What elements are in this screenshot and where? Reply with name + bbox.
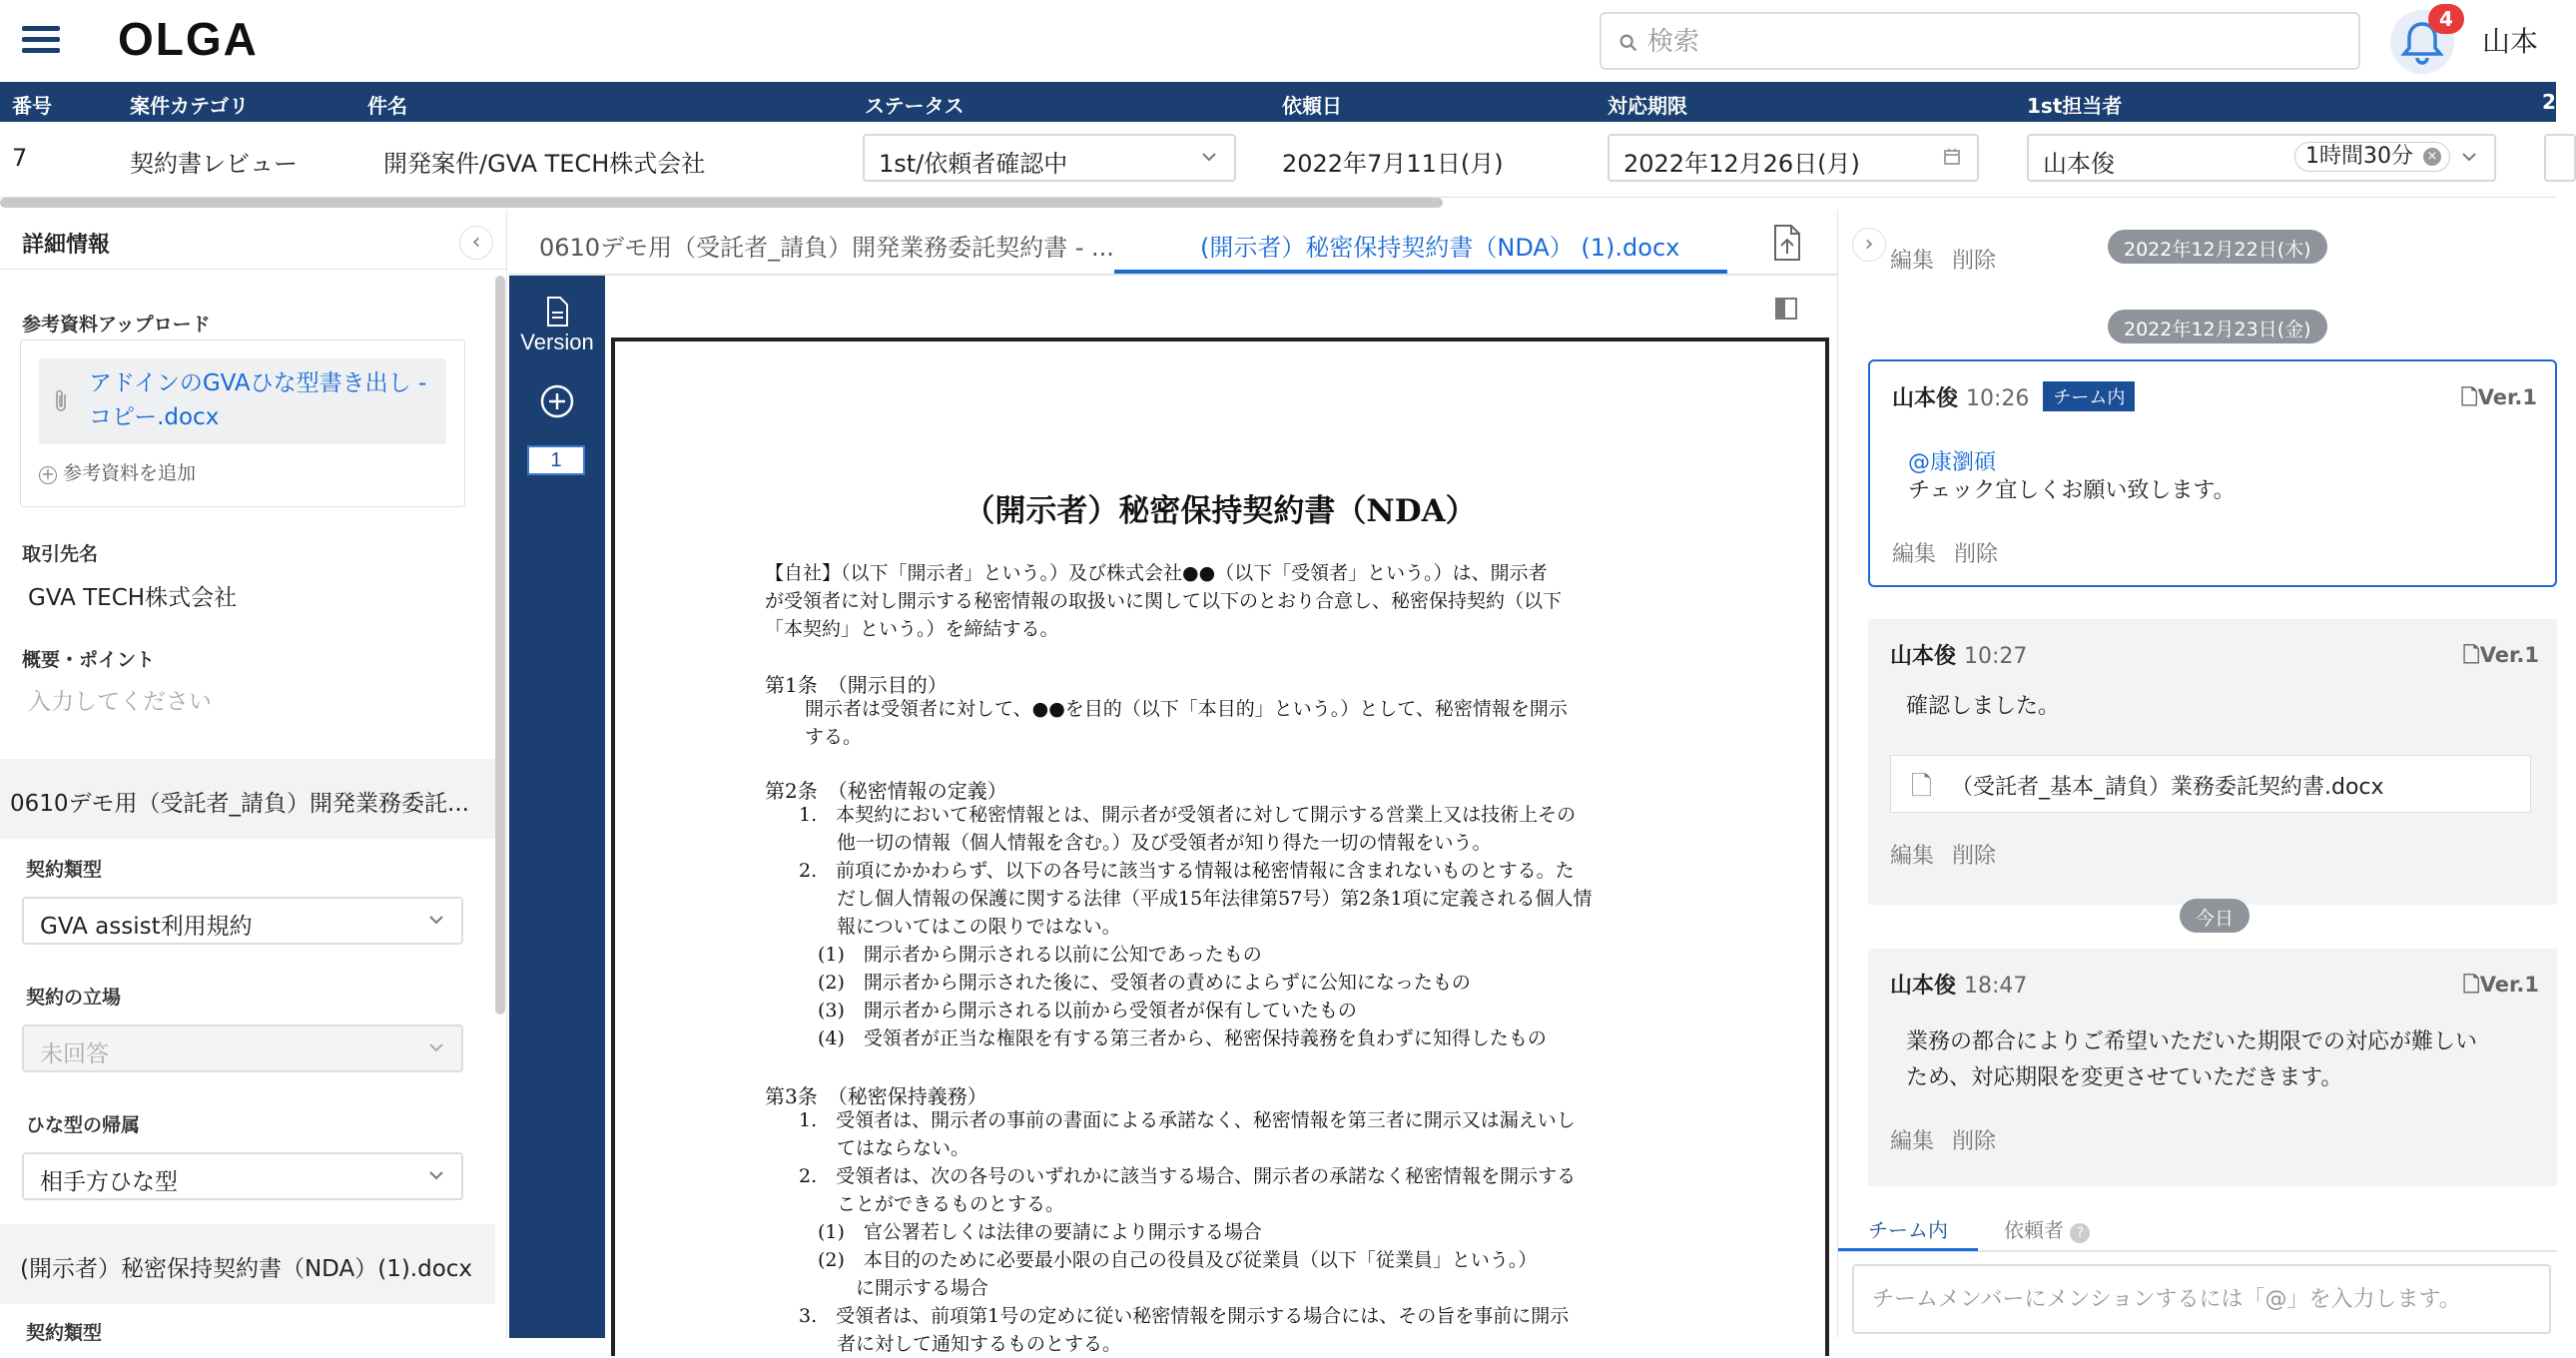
document-icon	[543, 296, 571, 328]
message-time: 10:26	[1966, 386, 2030, 411]
chevron-down-icon	[425, 1164, 447, 1186]
delete-button[interactable]: 削除	[1952, 844, 1997, 869]
case-category: 契約書レビュー	[130, 150, 298, 178]
document-page	[611, 338, 1829, 1356]
template-ownership-value: 相手方ひな型	[40, 1169, 178, 1195]
message-actions	[1892, 537, 2016, 568]
col-header-request-date[interactable]: 依頼日	[1282, 94, 1342, 118]
edit-button[interactable]: 編集	[1892, 542, 1937, 567]
case-number: 7	[12, 144, 28, 172]
chat-message-input[interactable]	[1852, 1264, 2551, 1334]
date-divider: 2022年12月22日(木)	[2108, 230, 2327, 264]
col-header-deadline[interactable]: 対応期限	[1608, 94, 1687, 118]
document-tabs	[509, 210, 1837, 276]
chevron-down-icon	[425, 1036, 447, 1058]
col-header-assignee[interactable]: 1st担当者	[2027, 94, 2123, 118]
client-value: GVA TECH株式会社	[28, 585, 238, 611]
tab-document-2[interactable]: (開示者）秘密保持契約書（NDA） (1).docx	[1200, 234, 1680, 262]
message-body: 確認しました。	[1906, 694, 2061, 719]
message-actions	[1890, 839, 2014, 870]
position-label: 契約の立場	[26, 987, 122, 1009]
attachment-name: （受託者_基本_請負）業務委託契約書.docx	[1951, 775, 2384, 800]
document-section-1-title: 0610デモ用（受託者_請負）開発業務委託...	[10, 791, 469, 817]
document-icon: 🗋	[1911, 772, 1932, 802]
contract-type-label: 契約類型	[26, 859, 103, 881]
message-body: チェック宜しくお願い致します。	[1908, 478, 2236, 503]
ref-file-link[interactable]: アドインのGVAひな型書き出し - コピー.docx	[89, 370, 427, 430]
message-version	[2461, 383, 2537, 418]
add-version-icon[interactable]	[539, 383, 575, 419]
summary-input[interactable]: 入力してください	[28, 689, 212, 715]
edit-button[interactable]: 編集	[1890, 844, 1935, 869]
message-version-label: Ver.1	[2479, 643, 2539, 667]
message-mention[interactable]: @康瀏碩	[1908, 450, 1997, 475]
chat-panel	[1837, 210, 2556, 1338]
next-column-field[interactable]	[2544, 134, 2576, 182]
position-select[interactable]	[22, 1024, 463, 1072]
chat-message[interactable]	[1868, 359, 2557, 587]
date-divider: 2022年12月23日(金)	[2108, 310, 2327, 343]
col-header-number[interactable]: 番号	[12, 94, 52, 118]
active-tab-indicator	[1838, 1248, 1978, 1251]
message-actions	[1890, 1124, 2014, 1155]
file-upload-icon[interactable]	[1765, 222, 1807, 264]
document-section-2-title: (開示者）秘密保持契約書（NDA）(1).docx	[20, 1256, 473, 1282]
team-internal-badge: チーム内	[2043, 381, 2135, 411]
search-input[interactable]	[1647, 22, 2346, 62]
vertical-scrollbar[interactable]	[495, 276, 505, 1015]
contract-type-label-2: 契約類型	[26, 1322, 103, 1344]
expand-panel-button[interactable]: ›	[1852, 228, 1886, 262]
contract-type-select[interactable]	[22, 897, 463, 945]
message-version-label: Ver.1	[2479, 973, 2539, 997]
split-view-icon[interactable]	[1771, 294, 1801, 324]
message-body: 業務の都合によりご希望いただいた期限での対応が難しい ため、対応期限を変更させていただきます。	[1906, 1029, 2478, 1090]
version-sidebar	[509, 276, 605, 1338]
message-header	[1890, 969, 2027, 1000]
chat-tabs	[1838, 1202, 2557, 1252]
tab-document-1[interactable]: 0610デモ用（受託者_請負）開発業務委託契約書 - ...	[539, 234, 1114, 262]
edit-button[interactable]: 編集	[1890, 249, 1935, 274]
delete-button[interactable]: 削除	[1952, 1129, 1997, 1154]
assignee-value: 山本俊	[2043, 150, 2115, 178]
edit-button[interactable]: 編集	[1890, 1129, 1935, 1154]
notification-count-badge: 4	[2428, 4, 2464, 34]
details-panel	[0, 210, 507, 1344]
case-table-header	[0, 82, 2556, 122]
ref-upload-box	[20, 340, 465, 507]
time-spent-value: 1時間30分	[2305, 144, 2413, 169]
col-header-category[interactable]: 案件カテゴリ	[130, 94, 250, 118]
case-subject[interactable]: 開発案件/GVA TECH株式会社	[383, 150, 706, 178]
user-menu[interactable]: 山本	[2482, 25, 2539, 58]
case-table-row[interactable]	[0, 122, 2556, 198]
file-icon: 🗋	[2462, 643, 2480, 667]
message-time: 10:27	[1964, 644, 2028, 669]
document-title: （開示者）秘密保持契約書（NDA）	[964, 493, 1477, 529]
file-icon: 🗋	[2462, 973, 2480, 997]
chat-message[interactable]	[1868, 949, 2557, 1186]
chat-message[interactable]	[1868, 619, 2557, 905]
message-author: 山本俊	[1892, 386, 1959, 411]
summary-label: 概要・ポイント	[22, 649, 156, 671]
message-version	[2463, 641, 2539, 676]
message-attachment[interactable]	[1890, 755, 2531, 813]
col-header-next[interactable]: 2	[2542, 90, 2556, 114]
search-box[interactable]	[1600, 12, 2360, 70]
document-section-2[interactable]	[0, 1224, 495, 1304]
status-value: 1st/依頼者確認中	[879, 150, 1068, 178]
position-value: 未回答	[40, 1041, 109, 1067]
message-header	[1892, 381, 2135, 412]
document-preamble: 【自社】（以下「開示者」という。）及び株式会社●●（以下「受領者」という。）は、開示者 が受領者に対し開示する秘密情報の取扱いに関して以下のとおり合意し、秘密保持契約（以下 「本契約」という。）を締結する。	[765, 562, 1563, 640]
request-date: 2022年7月11日(月)	[1282, 150, 1504, 178]
article-3-title: 第3条 （秘密保持義務）	[765, 1084, 987, 1108]
active-tab-indicator	[1114, 270, 1727, 274]
tab-requester[interactable]	[2004, 1214, 2090, 1243]
status-select[interactable]	[863, 134, 1236, 182]
delete-button[interactable]: 削除	[1952, 249, 1997, 274]
add-reference-label: 参考資料を追加	[63, 462, 197, 484]
ref-upload-label: 参考資料アップロード	[22, 314, 211, 336]
article-3-body: 1. 受領者は、開示者の事前の書面による承諾なく、秘密情報を第三者に開示又は漏えいし てはならない。 2. 受領者は、次の各号のいずれかに該当する場合、開示者の承諾なく秘密情報を開示する ことができるものとする。 (1) 官公署若しくは法律の要請により開示する場合 (2) 本目的のために必要最小限の自己の役員及び従業員（以下「従業員」という。） に開示する場合 3. 受領者は、前項第1号の定めに従い秘密情報を開示する場合には、その旨を事前に開示 者に対して通知するものとする。	[799, 1109, 1577, 1355]
message-version-label: Ver.1	[2477, 385, 2537, 409]
file-icon: 🗋	[2460, 385, 2478, 409]
help-icon: ?	[2070, 1223, 2090, 1243]
chevron-down-icon	[1198, 146, 1220, 168]
plus-circle-icon: +	[39, 466, 57, 484]
document-viewer	[605, 276, 1837, 1355]
contract-type-value: GVA assist利用規約	[40, 914, 253, 940]
deadline-date-picker[interactable]	[1608, 134, 1979, 182]
clear-time-icon[interactable]: ×	[2423, 148, 2441, 166]
article-1-body: 開示者は受領者に対して、●●を目的（以下「本目的」という。）として、秘密情報を開示 する。	[805, 698, 1568, 748]
message-header	[1890, 639, 2027, 670]
hamburger-menu-icon[interactable]	[22, 22, 62, 56]
message-author: 山本俊	[1890, 644, 1957, 669]
message-author: 山本俊	[1890, 974, 1957, 999]
paperclip-icon	[53, 388, 71, 414]
collapse-panel-button[interactable]: ‹	[459, 226, 493, 260]
version-1-button[interactable]: 1	[527, 445, 585, 475]
calendar-icon	[1941, 146, 1963, 168]
article-2-title: 第2条 （秘密情報の定義）	[765, 779, 1007, 803]
details-panel-title: 詳細情報	[22, 233, 111, 258]
assignee-select[interactable]	[2027, 134, 2496, 182]
template-ownership-select[interactable]	[22, 1152, 463, 1200]
version-label: Version	[520, 330, 594, 354]
add-reference-button[interactable]	[39, 458, 196, 485]
col-header-status[interactable]: ステータス	[865, 94, 965, 118]
top-message-actions	[1890, 244, 2014, 275]
details-panel-header	[0, 210, 507, 270]
delete-button[interactable]: 削除	[1954, 542, 1999, 567]
date-divider: 今日	[2180, 899, 2250, 933]
chevron-down-icon	[2458, 146, 2480, 168]
tab-team-internal[interactable]: チーム内	[1868, 1218, 1948, 1242]
message-version	[2463, 971, 2539, 1006]
article-2-body: 1. 本契約において秘密情報とは、開示者が受領者に対して開示する営業上又は技術上その 他一切の情報（個人情報を含む。）及び受領者が知り得た一切の情報をいう。 2. 前項にかかわらず、以下の各号に該当する情報は秘密情報に含まれないものとする。た だし個人情報の保護に関する法律（平成15年法律第57号）第2条1項に定義される個人情 報についてはこの限りではない。 (1) 開示者から開示される以前に公知であったもの (2) 開示者から開示された後に、受領者の責めによらずに公知になったもの (3) 開示者から開示される以前から受領者が保有していたもの (4) 受領者が正当な権限を有する第三者から、秘密保持義務を負わずに知得したもの	[799, 804, 1593, 1049]
article-1-title: 第1条 （開示目的）	[765, 673, 948, 697]
search-icon	[1617, 32, 1639, 54]
chevron-down-icon	[425, 909, 447, 931]
app-logo[interactable]: OLGA	[118, 13, 259, 65]
document-section-1[interactable]	[0, 759, 495, 839]
horizontal-scrollbar[interactable]	[0, 198, 1443, 208]
tab-requester-label: 依頼者	[2004, 1218, 2064, 1242]
message-time: 18:47	[1964, 974, 2028, 999]
ref-file-card[interactable]	[39, 358, 446, 444]
deadline-value: 2022年12月26日(月)	[1623, 150, 1860, 178]
template-ownership-label: ひな型の帰属	[26, 1114, 141, 1136]
col-header-subject[interactable]: 件名	[367, 94, 407, 118]
client-label: 取引先名	[22, 543, 99, 565]
time-spent-chip[interactable]	[2294, 142, 2450, 172]
